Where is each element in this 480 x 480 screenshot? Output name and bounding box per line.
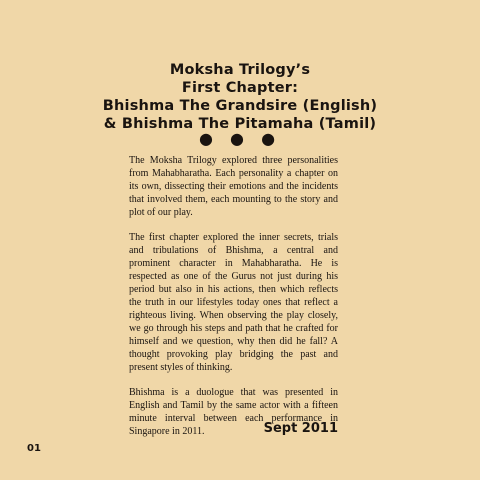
page-number: 01 (27, 443, 41, 454)
title-line-3: Bhishma The Grandsire (English) (102, 98, 378, 114)
paragraph-performance: Bhishma is a duologue that was presented in English and Tamil by the same actor with a fifteen minute interval between each performance in Singapore in 2011. (129, 387, 338, 437)
title-line-4: & Bhishma The Pitamaha (Tamil) (103, 116, 377, 132)
page-title (0, 61, 480, 133)
title-line-2: First Chapter: (181, 80, 299, 96)
title-line-1: Moksha Trilogy’s (169, 62, 311, 78)
dot-divider: ● ● ● (198, 129, 282, 148)
body-text (129, 154, 338, 450)
paragraph-intro: The Moksha Trilogy explored three personalities from Mahabharatha. Each personality a chapter on its own, dissecting their emotions and the incidents that involved them, each mounting to the story and plot of our play. (129, 155, 338, 218)
paragraph-bhishma: The first chapter explored the inner secrets, trials and tribulations of Bhishma, a central and prominent character in Mahabharatha. He is respected as one of the Gurus not just during his period but also in his actions, then which reflects the truth in our lifestyles today ones that reflect a righteous living. When observing the play closely, we go through his steps and path that he crafted for himself and we question, why then did he fall? A thought provoking play bridging the past and present styles of thinking. (129, 232, 338, 373)
date-label: Sept 2011 (263, 421, 338, 436)
